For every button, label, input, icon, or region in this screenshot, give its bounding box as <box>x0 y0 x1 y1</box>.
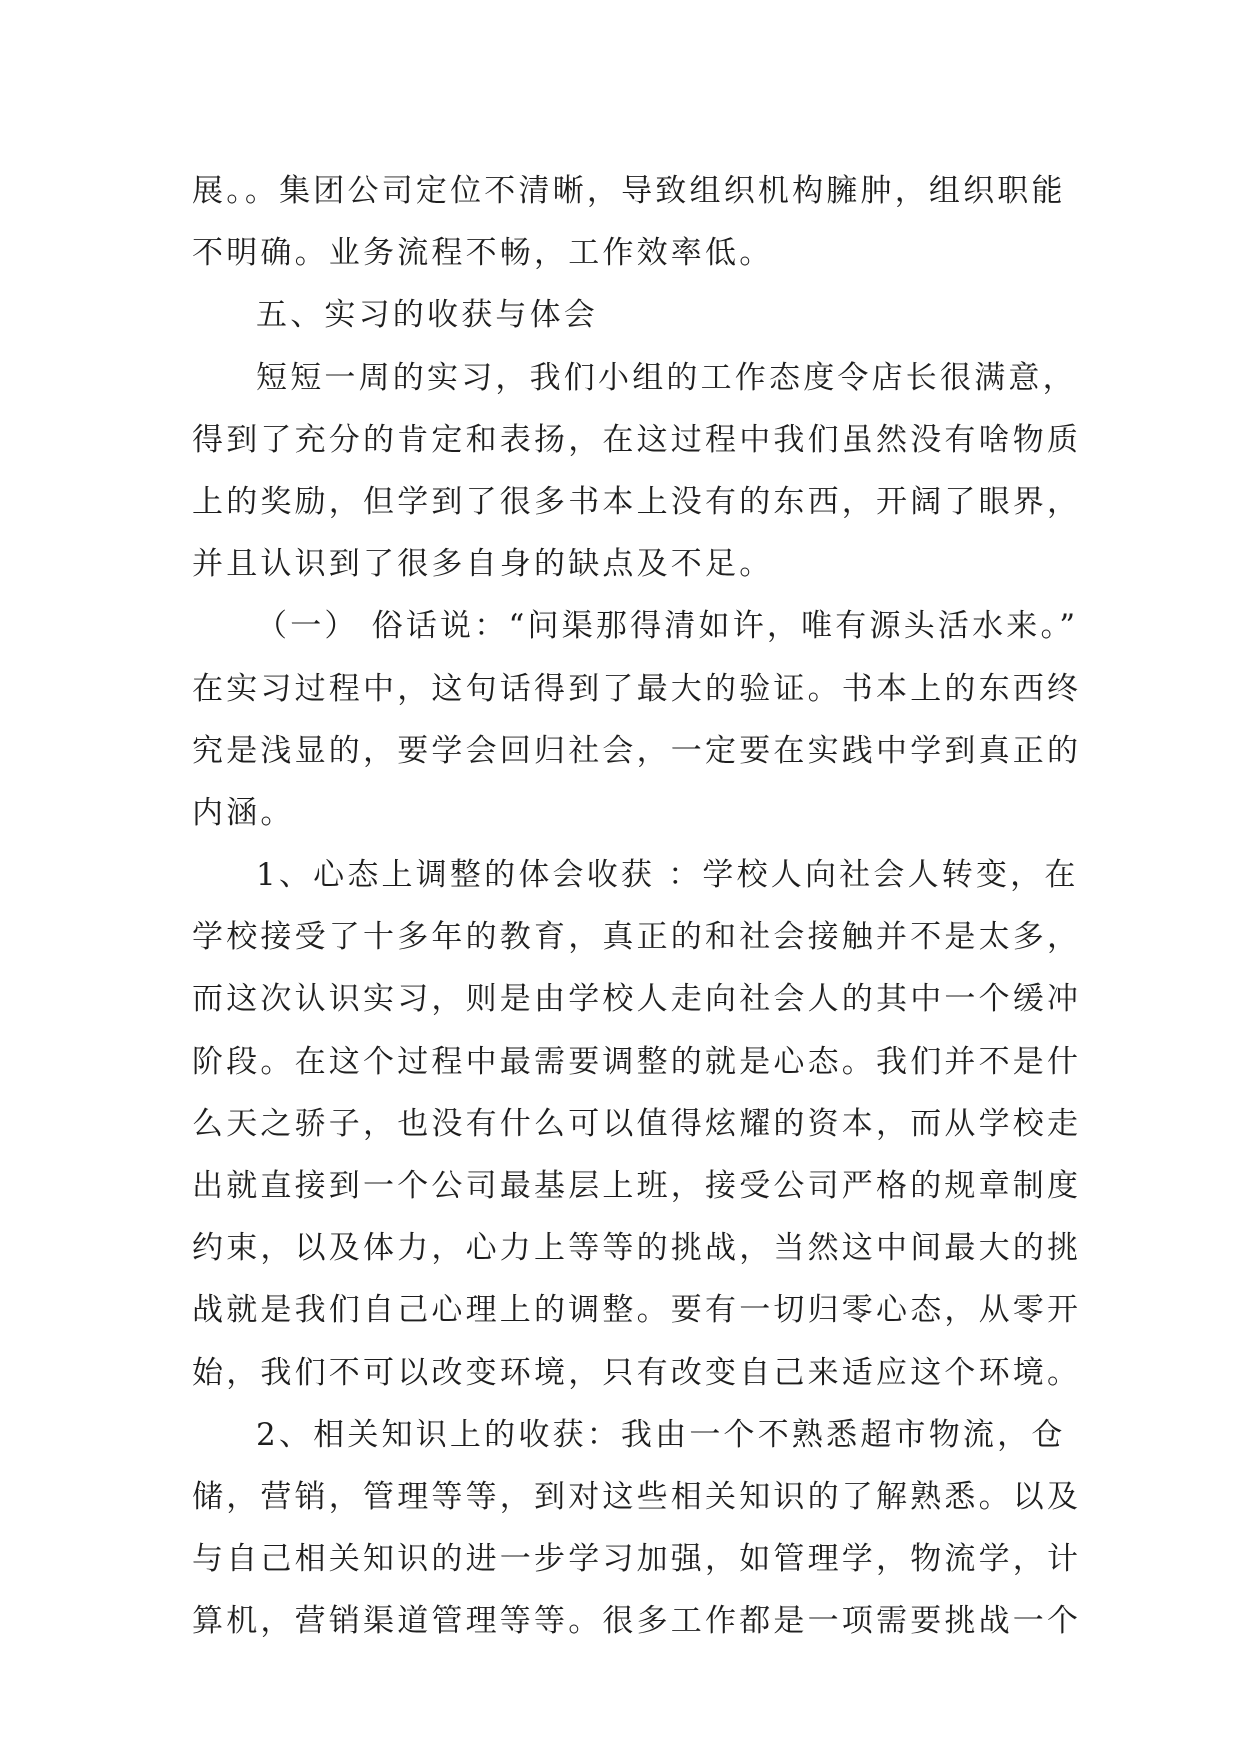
text-line: （一） 俗话说：“问渠那得清如许，唯有源头活水来。” <box>256 608 1079 645</box>
text-line: 展。。集团公司定位不清晰，导致组织机构臃肿，组织职能 <box>192 173 1066 209</box>
document-body <box>192 160 1082 1653</box>
text-line: 并且认识到了很多自身的缺点及不足。 <box>192 546 774 583</box>
text-line: 阶段。在这个过程中最需要调整的就是心态。我们并不是什 <box>192 1043 1082 1080</box>
text-line: 算机，营销渠道管理等等。很多工作都是一项需要挑战一个 <box>192 1603 1082 1640</box>
text-line: 约束，以及体力，心力上等等的挑战，当然这中间最大的挑 <box>192 1230 1082 1267</box>
text-line: 上的奖励，但学到了很多书本上没有的东西，开阔了眼界， <box>192 483 1082 520</box>
text-line: 1、心态上调整的体会收获 ：学校人向社会人转变，在 <box>256 857 1079 894</box>
text-line: 内涵。 <box>192 794 295 831</box>
text-line: 而这次认识实习，则是由学校人走向社会人的其中一个缓冲 <box>192 981 1082 1018</box>
text-line: 储，营销，管理等等，到对这些相关知识的了解熟悉。以及 <box>192 1478 1082 1515</box>
text-line: 么天之骄子，也没有什么可以值得炫耀的资本，而从学校走 <box>192 1105 1082 1142</box>
text-line: 短短一周的实习，我们小组的工作态度令店长很满意， <box>256 359 1077 396</box>
text-line: 得到了充分的肯定和表扬，在这过程中我们虽然没有啥物质 <box>192 421 1082 458</box>
text-line: 始，我们不可以改变环境，只有改变自己来适应这个环境。 <box>192 1354 1082 1391</box>
section-heading: 五、实习的收获与体会 <box>256 297 598 334</box>
text-line: 出就直接到一个公司最基层上班，接受公司严格的规章制度 <box>192 1168 1082 1204</box>
text-line: 不明确。业务流程不畅，工作效率低。 <box>192 235 774 272</box>
text-line: 与自己相关知识的进一步学习加强，如管理学，物流学，计 <box>192 1541 1082 1578</box>
text-line: 战就是我们自己心理上的调整。要有一切归零心态，从零开 <box>192 1292 1082 1329</box>
text-line: 究是浅显的，要学会回归社会，一定要在实践中学到真正的 <box>192 732 1082 769</box>
text-line: 2、相关知识上的收获：我由一个不熟悉超市物流，仓 <box>256 1416 1066 1453</box>
text-line: 学校接受了十多年的教育，真正的和社会接触并不是太多， <box>192 919 1082 956</box>
text-line: 在实习过程中，这句话得到了最大的验证。书本上的东西终 <box>192 670 1082 707</box>
